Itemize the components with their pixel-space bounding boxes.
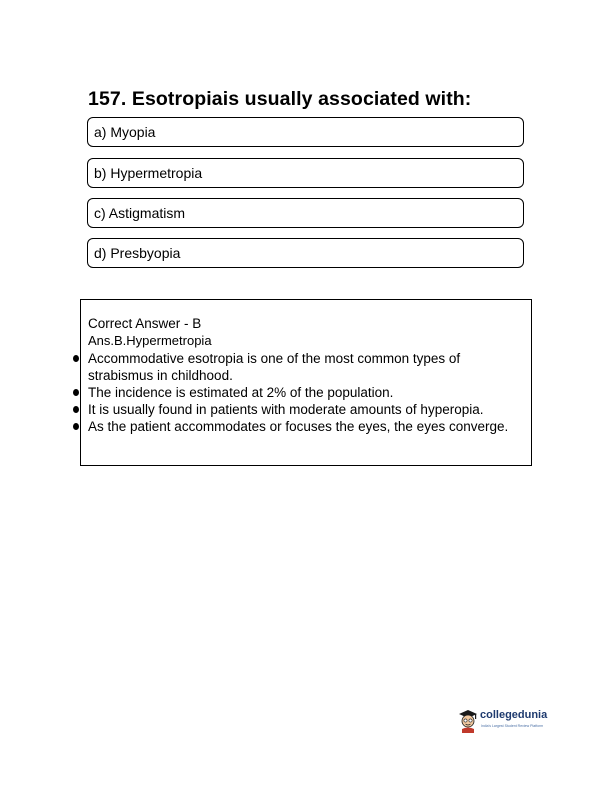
logo-wordmark: collegedunia xyxy=(480,709,548,721)
bullet-icon xyxy=(73,423,79,430)
option-d[interactable]: d) Presbyopia xyxy=(87,238,524,268)
bullet-icon xyxy=(73,355,79,362)
answer-box xyxy=(80,299,532,466)
bullet-icon xyxy=(73,389,79,396)
explanation-item xyxy=(88,350,518,384)
explanation-item xyxy=(88,418,518,435)
correct-answer-label: Correct Answer - B xyxy=(88,316,202,331)
explanation-list xyxy=(88,350,518,435)
bullet-icon xyxy=(73,406,79,413)
explanation-text: The incidence is estimated at 2% of the population. xyxy=(88,385,394,400)
explanation-text: Accommodative esotropia is one of the most common types of strabismus in childhood. xyxy=(88,351,461,383)
explanation-text: It is usually found in patients with moderate amounts of hyperopia. xyxy=(88,402,484,417)
logo-tagline: India's Largest Student Review Platform xyxy=(481,724,544,728)
option-b[interactable]: b) Hypermetropia xyxy=(87,158,524,188)
graduate-mascot-icon xyxy=(457,707,479,733)
collegedunia-logo[interactable] xyxy=(457,707,557,735)
answer-explanation-heading: Ans.B.Hypermetropia xyxy=(88,333,212,348)
explanation-item xyxy=(88,401,518,418)
explanation-text: As the patient accommodates or focuses the eyes, the eyes converge. xyxy=(88,419,509,434)
option-c[interactable]: c) Astigmatism xyxy=(87,198,524,228)
option-a[interactable]: a) Myopia xyxy=(87,117,524,147)
question-title: 157. Esotropiais usually associated with: xyxy=(88,88,472,110)
explanation-item xyxy=(88,384,518,401)
